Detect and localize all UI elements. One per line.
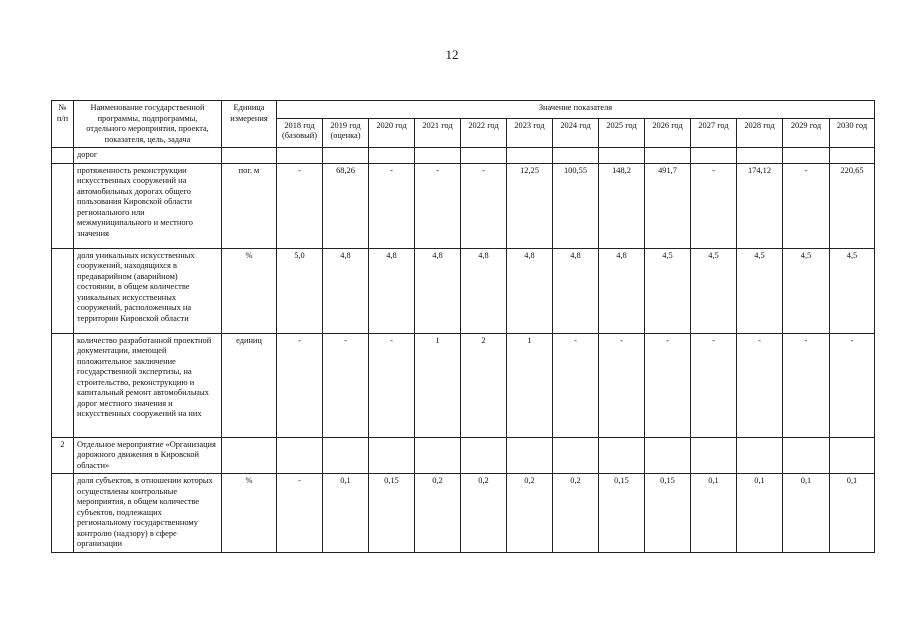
row-number [52,248,74,333]
header-year: 2030 год [830,118,875,147]
row-value: - [830,333,875,437]
row-number [52,333,74,437]
row-unit: % [222,248,277,333]
table-row [52,248,875,333]
row-name: протяженность реконструкции искусственных сооружений на автомобильных дорогах общего пользования Кировской области регионального или межмуниципального и местного значения [74,163,222,248]
row-value: 0,2 [415,474,461,553]
row-value [599,148,645,164]
header-year: 2020 год [369,118,415,147]
row-name: дорог [74,148,222,164]
header-values: Значение показателя [277,101,875,119]
row-value: 0,2 [553,474,599,553]
row-value: 0,2 [507,474,553,553]
row-name: доля уникальных искусственных сооружений, находящихся в предаварийном (аварийном) состоянии, в общем количестве уникальных искусственных сооружений, расположенных на территории Кировской области [74,248,222,333]
row-value: 148,2 [599,163,645,248]
row-value: 0,1 [691,474,737,553]
row-value: 220,65 [830,163,875,248]
row-value [691,148,737,164]
table-row [52,333,875,437]
row-value [783,437,830,474]
row-value: 4,8 [507,248,553,333]
header-name: Наименование государственной программы, подпрограммы, отдельного мероприятия, проекта, показателя, цель, задача [74,101,222,148]
row-number [52,163,74,248]
row-value: 1 [415,333,461,437]
row-value [277,437,323,474]
row-value [277,148,323,164]
row-value: - [323,333,369,437]
row-value: 0,1 [737,474,783,553]
header-year: 2022 год [461,118,507,147]
row-value: - [369,163,415,248]
table-row [52,163,875,248]
header-year: 2021 год [415,118,461,147]
row-value [507,148,553,164]
row-value [645,148,691,164]
row-value: 5,0 [277,248,323,333]
indicators-table [51,100,875,553]
row-number [52,148,74,164]
row-value: 4,8 [553,248,599,333]
header-year: 2023 год [507,118,553,147]
row-value: - [277,474,323,553]
row-value: 0,1 [783,474,830,553]
row-value: 0,15 [645,474,691,553]
row-value: 4,8 [323,248,369,333]
row-value: 1 [507,333,553,437]
row-value [830,148,875,164]
row-value [415,148,461,164]
row-value: 4,5 [737,248,783,333]
header-year: 2028 год [737,118,783,147]
row-value: - [783,163,830,248]
row-value [691,437,737,474]
row-value: 0,1 [323,474,369,553]
row-value: 4,8 [369,248,415,333]
header-year: 2019 год (оценка) [323,118,369,147]
row-value: 174,12 [737,163,783,248]
header-unit: Единица измерения [222,101,277,148]
table-row [52,437,875,474]
header-year: 2025 год [599,118,645,147]
header-num: № п/п [52,101,74,148]
row-value [507,437,553,474]
row-value: - [553,333,599,437]
table-row [52,474,875,553]
header-year: 2018 год (базовый) [277,118,323,147]
row-name: количество разработанной проектной документации, имеющей положительное заключение государственной экспертизы, на строительство, реконструкцию и капитальный ремонт автомобильных дорог местного значения и искусственных сооружений на них [74,333,222,437]
row-value [369,148,415,164]
row-value [783,148,830,164]
row-unit: пог. м [222,163,277,248]
row-value: 4,8 [461,248,507,333]
row-name: Отдельное мероприятие «Организация дорожного движения в Кировской области» [74,437,222,474]
row-name: доля субъектов, в отношении которых осуществлены контрольные мероприятия, в общем количестве субъектов, подлежащих региональному государственному контролю (надзору) в сфере организации [74,474,222,553]
row-value: 4,5 [691,248,737,333]
row-value: - [277,163,323,248]
header-year: 2029 год [783,118,830,147]
row-number: 2 [52,437,74,474]
row-value [461,437,507,474]
row-value [323,437,369,474]
row-value [599,437,645,474]
header-year: 2024 год [553,118,599,147]
row-value: - [415,163,461,248]
row-value [553,437,599,474]
row-unit: единиц [222,333,277,437]
row-value: 491,7 [645,163,691,248]
row-value [645,437,691,474]
row-value: 4,8 [415,248,461,333]
page-number: 12 [445,47,459,62]
header-year: 2026 год [645,118,691,147]
row-value [323,148,369,164]
row-value [830,437,875,474]
row-value: 0,15 [599,474,645,553]
row-value: - [691,333,737,437]
row-unit [222,437,277,474]
row-number [52,474,74,553]
row-value: 0,1 [830,474,875,553]
row-unit: % [222,474,277,553]
row-value: - [369,333,415,437]
row-value [737,148,783,164]
row-value: - [783,333,830,437]
row-value: 12,25 [507,163,553,248]
row-value: - [737,333,783,437]
row-value: 2 [461,333,507,437]
row-value: - [461,163,507,248]
row-value: 4,5 [645,248,691,333]
header-year: 2027 год [691,118,737,147]
row-value: 0,2 [461,474,507,553]
row-value [553,148,599,164]
row-value [369,437,415,474]
row-value: - [691,163,737,248]
row-value: - [645,333,691,437]
row-value: - [277,333,323,437]
row-value: 0,15 [369,474,415,553]
row-value: 4,5 [783,248,830,333]
row-value [461,148,507,164]
row-unit [222,148,277,164]
row-value: - [599,333,645,437]
row-value: 4,5 [830,248,875,333]
row-value: 100,55 [553,163,599,248]
table-row [52,148,875,164]
row-value: 68,26 [323,163,369,248]
row-value [737,437,783,474]
row-value: 4,8 [599,248,645,333]
row-value [415,437,461,474]
